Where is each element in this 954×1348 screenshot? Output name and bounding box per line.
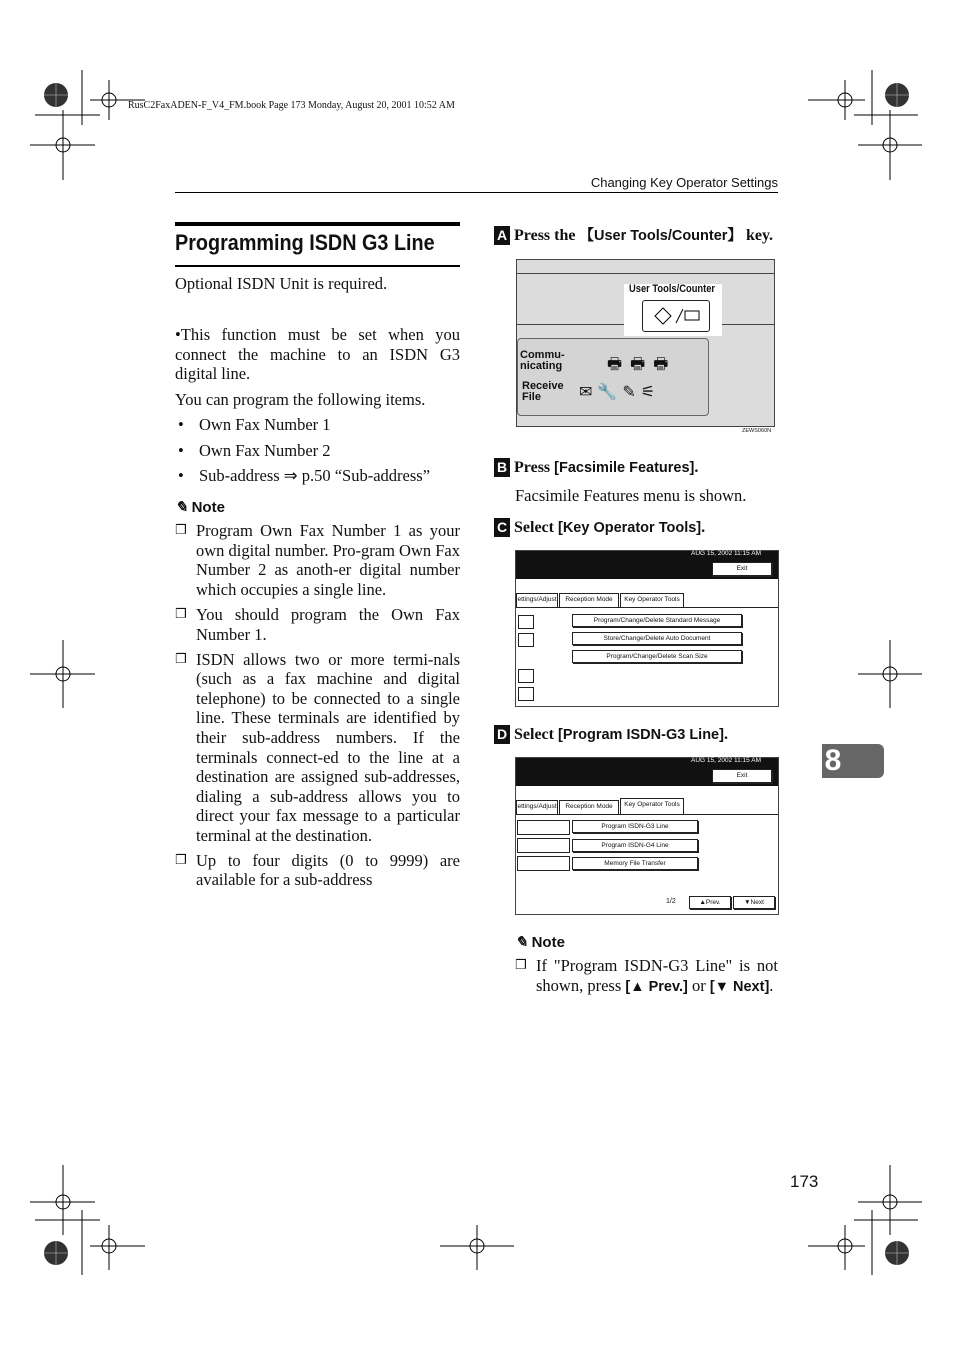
list-button[interactable] — [518, 669, 534, 683]
list-item: • Sub-address ⇒ p.50 “Sub-address” — [178, 466, 431, 485]
checkbox-icon: ❒ — [175, 852, 187, 868]
page-indicator: 1/2 — [666, 898, 676, 905]
tab-settings-adjust[interactable]: ettings/Adjust — [516, 800, 558, 814]
checkbox-icon: ❒ — [175, 523, 187, 538]
user-tools-key[interactable] — [642, 300, 710, 332]
list-button[interactable] — [517, 856, 570, 871]
receive-file-label: Receive File — [522, 380, 564, 403]
header-rule — [175, 192, 778, 193]
section-rule-top — [175, 222, 460, 226]
note2-item: ❒ If "Program ISDN-G3 Line" is not shown, press [▲ Prev.] or [▼ Next]. — [515, 956, 778, 997]
intro-text: Optional ISDN Unit is required. — [175, 274, 388, 293]
memory-file-transfer-button[interactable]: Memory File Transfer — [572, 857, 698, 870]
note-item: ❒ Program Own Fax Number 1 as your own digital number. Pro-gram Own Fax Number 2 as anoth-er digital number which occupies a single line. — [175, 521, 460, 599]
running-head: Changing Key Operator Settings — [590, 175, 778, 190]
note2-heading: ✎ Note — [515, 934, 565, 951]
program-isdn-g3-line-button[interactable]: Program ISDN-G3 Line — [572, 820, 698, 833]
checkbox-icon: ❒ — [515, 958, 527, 973]
auto-document-button[interactable]: Store/Change/Delete Auto Document — [572, 632, 742, 645]
pencil-icon: ✎ — [515, 934, 528, 951]
chapter-number: 8 — [824, 744, 842, 777]
program-isdn-g4-line-button[interactable]: Program ISDN-G4 Line — [572, 839, 698, 852]
step-2: B Press [Facsimile Features]. — [494, 458, 698, 477]
control-panel-illustration — [516, 259, 775, 427]
tab-key-operator-tools[interactable]: Key Operator Tools — [620, 593, 684, 607]
note-list — [175, 521, 460, 890]
list-button[interactable] — [517, 820, 570, 835]
step-number: A — [494, 226, 510, 245]
step-number: B — [494, 458, 510, 477]
note-heading: ✎ Note — [175, 499, 225, 516]
user-tools-icon — [643, 301, 709, 331]
screen-datetime: AUG 15, 2002 11:15 AM — [691, 550, 761, 557]
user-tools-label: User Tools/Counter — [629, 283, 716, 295]
list-button[interactable] — [518, 687, 534, 701]
step-number: C — [494, 518, 510, 537]
screen-datetime: AUG 15, 2002 11:15 AM — [691, 757, 761, 764]
tab-settings-adjust[interactable]: ettings/Adjust — [516, 593, 558, 607]
step-number: D — [494, 725, 510, 744]
pencil-icon: ✎ — [175, 499, 188, 516]
checkbox-icon: ❒ — [175, 607, 187, 623]
list-item: • Own Fax Number 2 — [178, 440, 331, 460]
screen-key-operator-tools — [515, 550, 779, 707]
item-list — [175, 415, 465, 492]
image-code: ZEWS060N — [742, 428, 772, 434]
checkbox-icon: ❒ — [175, 651, 187, 667]
screen-isdn-menu — [515, 757, 779, 915]
communicating-label: Commu- nicating — [520, 349, 565, 372]
next-button[interactable]: ▼Next — [733, 896, 775, 909]
tab-reception-mode[interactable]: Reception Mode — [559, 593, 619, 607]
list-button[interactable] — [518, 633, 534, 647]
scan-size-button[interactable]: Program/Change/Delete Scan Size — [572, 650, 742, 663]
communicating-indicators-icon: 🖶🖶🖶 — [607, 356, 677, 373]
step-3: C Select [Key Operator Tools]. — [494, 518, 705, 537]
tab-reception-mode[interactable]: Reception Mode — [559, 800, 619, 814]
note-item: ❒ You should program the Own Fax Number 1. — [175, 605, 460, 644]
note-item: ❒ ISDN allows two or more termi-nals (such as a fax machine and digital telephone) to be connected to a single line. These terminals are identified by their sub-address numbers. If the terminals connect-ed to the line at a destination are assigned sub-addresses, dialing a sub-address allows you to direct your fax message to a particular terminal at the destination. — [175, 649, 460, 845]
tab-key-operator-tools[interactable]: Key Operator Tools — [620, 798, 684, 815]
page-number: 173 — [790, 1172, 819, 1191]
para-program-items: You can program the following items. — [175, 390, 426, 409]
book-meta: RusC2FaxADEN-F_V4_FM.book Page 173 Monday, August 20, 2001 10:52 AM — [128, 100, 455, 111]
list-button[interactable] — [517, 838, 570, 853]
section-rule-bottom — [175, 265, 460, 267]
section-title: Programming ISDN G3 Line — [175, 230, 435, 255]
step-2-subtext: Facsimile Features menu is shown. — [515, 486, 747, 505]
exit-button[interactable]: Exit — [712, 562, 772, 576]
list-button[interactable] — [518, 615, 534, 629]
note-item: ❒ Up to four digits (0 to 9999) are available for a sub-address — [175, 850, 460, 890]
para-function: •This function must be set when you connect the machine to an ISDN G3 digital line. — [175, 325, 460, 384]
step-1: A Press the 【User Tools/Counter】 key. — [494, 224, 773, 245]
step-4: D Select [Program ISDN-G3 Line]. — [494, 725, 728, 744]
standard-message-button[interactable]: Program/Change/Delete Standard Message — [572, 614, 742, 627]
receive-file-indicators-icon: ✉🔧✎⚟ — [579, 384, 661, 401]
list-item: • Own Fax Number 1 — [178, 415, 331, 434]
prev-button[interactable]: ▲Prev. — [689, 896, 731, 909]
exit-button[interactable]: Exit — [712, 769, 772, 783]
